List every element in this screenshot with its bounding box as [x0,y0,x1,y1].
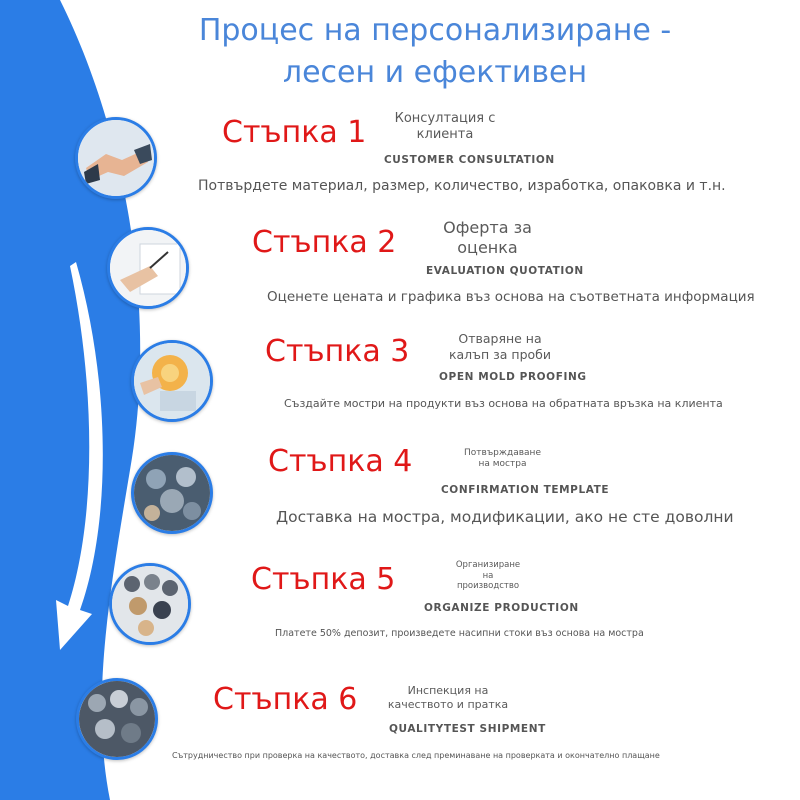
step-label: Стъпка 2 [252,225,397,260]
step-description: Платете 50% депозит, произведете насипни стоки въз основа на мостра [275,628,644,639]
step-description: Оценете цената и графика въз основа на съответната информация [267,289,755,305]
handshake-icon [75,117,157,199]
step-subtitle: Консултация с клиента [394,111,496,143]
step-english-label: ORGANIZE PRODUCTION [424,602,579,614]
step-english-label: OPEN MOLD PROOFING [439,371,587,383]
step-description: Потвърдете материал, размер, количество, изработка, опаковка и т.н. [198,178,726,194]
page-title [150,10,720,94]
step-english-label: QUALITYTEST SHIPMENT [389,723,546,735]
shipment-icon [76,678,158,760]
step-english-label: CONFIRMATION TEMPLATE [441,484,610,496]
step-english-label: CUSTOMER CONSULTATION [384,154,555,166]
step-description: Сътрудничество при проверка на качеството, доставка след преминаване на проверката и окончателно плащане [172,751,660,760]
title-line-1: Процес на персонализиране - [198,13,672,48]
step-subtitle: Организиране на производство [455,560,521,592]
step-description: Доставка на мостра, модификации, ако не сте доволни [276,508,734,526]
step-subtitle: Отваряне на калъп за проби [448,331,552,362]
step-label: Стъпка 3 [265,334,410,369]
step-description: Създайте мостри на продукти въз основа на обратната връзка на клиента [284,397,723,410]
step-label: Стъпка 4 [268,444,413,479]
step-english-label: EVALUATION QUOTATION [426,265,584,277]
title-line-2: лесен и ефективен [282,55,588,90]
step-label: Стъпка 5 [251,562,396,597]
step-subtitle: Оферта за оценка [443,218,532,257]
step-label: Стъпка 1 [222,115,367,150]
step-subtitle: Инспекция на качеството и пратка [387,684,509,711]
step-subtitle: Потвърждаване на мостра [464,448,541,470]
sample-products-icon [131,452,213,534]
mold-sample-icon [131,340,213,422]
step-label: Стъпка 6 [213,682,358,717]
production-icon [109,563,191,645]
writing-hand-icon [107,227,189,309]
